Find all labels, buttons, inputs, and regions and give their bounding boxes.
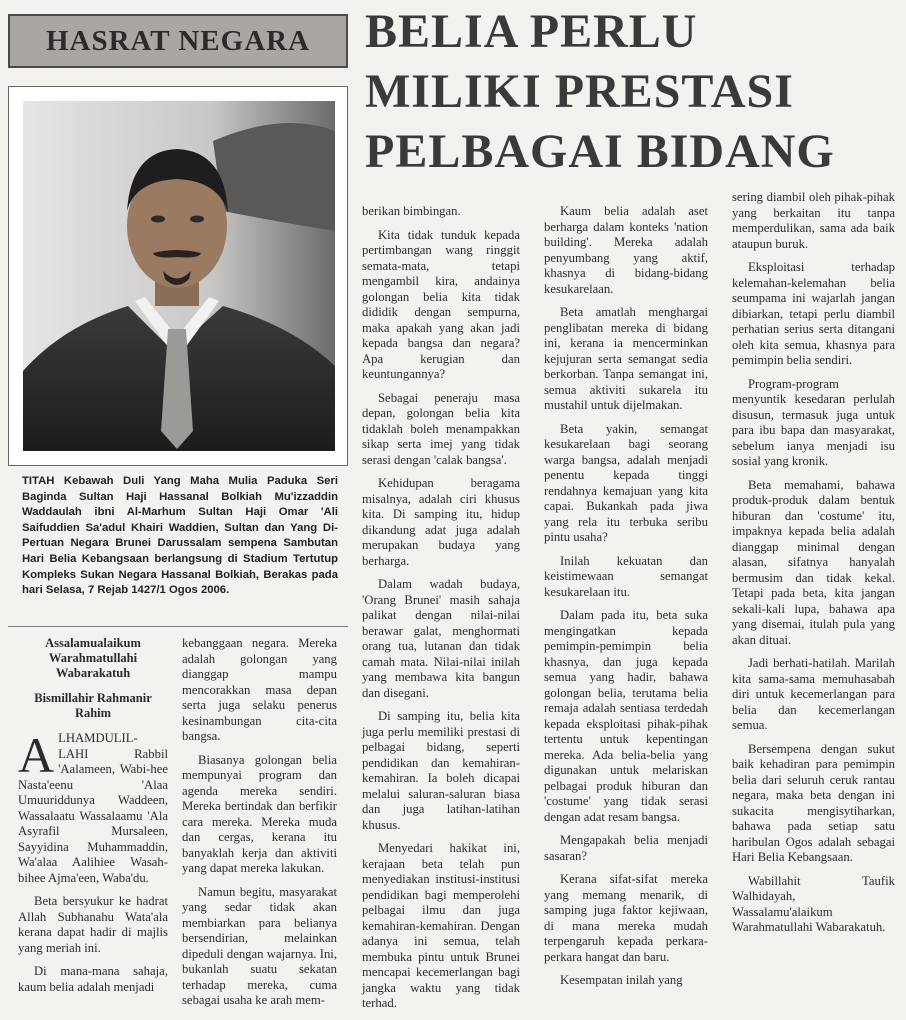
photo-caption: TITAH Kebawah Duli Yang Maha Mulia Paduka Seri Baginda Sultan Haji Hassanal Bolkiah Mu'izzaddin Waddaulah ibni Al-Marhum Sultan Haji Omar 'Ali Saifuddien Sa'adul Khairi Waddien, Sultan dan Yang Di-Pertuan Negara Brunei Darussalam sempena Sambutan Hari Belia Kebangsaan berlangsung di Stadium Tertutup Kompleks Sukan Negara Hassanal Bolkiah, Berakas pada hari Selasa, 7 Rejab 1427/1 Ogos 2006. xyxy=(22,475,338,597)
paragraph xyxy=(18,727,168,886)
paragraph: Wabillahit Taufik Walhidayah, Wassalamu'alaikum Warahmatullahi Wabarakatuh. xyxy=(732,873,895,934)
paragraph: Beta memahami, bahawa produk-produk dalam bentuk hiburan dan 'costume' itu, impaknya kepada belia adalah dianggap minimal dengan alasan, sifatnya hanyalah bermusim dan tidak kekal. Tetapi pada beta, kita jangan sekali-kali lupa, bahawa apa yang disemai, itulah pula yang akan dituai. xyxy=(732,477,895,647)
paragraph: Kita tidak tunduk kepada pertimbangan wang ringgit semata-mata, tetapi mengambil kira, andainya golongan belia kita tidak dididik dengan sempurna, maka apakah yang akan jadi kepada bangsa dan negara? Apa kerugian dan keuntungannya? xyxy=(362,227,520,381)
paragraph: Namun begitu, masyarakat yang sedar tidak akan membiarkan para belianya bersendirian, melainkan dipeduli dengan wajarnya. Ini, bukanlah suatu sekatan terhadap mereka, cuma sebagai usaha ke arah mem- xyxy=(182,884,337,1007)
paragraph: Di samping itu, belia kita juga perlu memiliki prestasi di pelbagai bidang, seperti pendidikan dan kemahiran-kemahiran. Ia boleh dicapai melalui saluran-saluran biasa dan juga latihan-latihan khusus. xyxy=(362,709,520,832)
section-kicker xyxy=(8,14,348,68)
headline xyxy=(365,2,900,182)
drop-cap: A xyxy=(18,727,55,783)
paragraph: Kaum belia adalah aset berharga dalam konteks 'nation building'. Mereka adalah penyumbang yang aktif, khasnya di bidang-bidang kesukarelaan. xyxy=(544,204,708,296)
headline-line-3: PELBAGAI BIDANG xyxy=(365,125,835,178)
caption-divider xyxy=(8,626,348,627)
paragraph: Kerana sifat-sifat mereka yang memang menarik, di samping juga faktor kejiwaan, di mana mereka mudah terpengaruh kepada perkara-perkara hangat dan baru. xyxy=(544,872,708,964)
article-column-2 xyxy=(182,636,337,1017)
article-column-4 xyxy=(544,204,708,997)
paragraph: Program-program menyuntik kesedaran perlulah disusun, termasuk juga untuk para ibu bapa dan masyarakat, sebelum ianya menjadi isu sosial yang kronik. xyxy=(732,376,895,468)
article-column-1 xyxy=(18,636,168,1003)
paragraph: Biasanya golongan belia mempunyai program dan agenda mereka sendiri. Mereka bertindak dan berfikir cara mereka. Mereka muda dan cergas, kerana itu banyaklah kerja dan aktiviti yang dapat mereka lakukan. xyxy=(182,752,337,875)
paragraph: Dalam pada itu, beta suka mengingatkan kepada pemimpin-pemimpin belia khasnya, dan juga kepada semua yang hadir, bahawa golongan belia, terutama belia remaja adalah sentiasa terdedah kepada eksploitasi pihak-pihak tertentu untuk kepentingan mereka. Ada belia-belia yang digunakan untuk melariskan pelbagai produk hiburan dan 'costume' yang tidak serasi dengan adat resam bangsa. xyxy=(544,608,708,824)
greeting-bismillah: Bismillahir Rahmanir Rahim xyxy=(34,691,152,720)
paragraph: Beta amatlah menghargai penglibatan mereka di bidang ini, kerana ia mencerminkan kejujuran serta semangat sedia berkorban. Tanpa semangat ini, semua aktiviti sukarela itu mustahil untuk dijelmakan. xyxy=(544,305,708,412)
paragraph: Beta bersyukur ke hadrat Allah Subhanahu Wata'ala kerana dapat hadir di majlis yang meriah ini. xyxy=(18,894,168,955)
paragraph: Kesempatan inilah yang xyxy=(560,973,683,987)
article-column-3 xyxy=(362,204,520,1020)
headline-line-2: MILIKI PRESTASI xyxy=(365,65,794,118)
paragraph: Jadi berhati-hatilah. Marilah kita sama-sama memuhasabah diri untuk kecemerlangan para belia dan kecemerlangan semua. xyxy=(732,656,895,732)
paragraph: Beta yakin, semangat kesukarelaan bagi seorang warga bangsa, adalah menjadi penentu kepada tinggi rendahnya kemajuan yang kita capai. Bukankah pada jiwa yang rela itu terbuka seribu pintu usaha? xyxy=(544,421,708,544)
paragraph: kebanggaan negara. Mereka adalah golongan yang dianggap mampu mencorakkan masa depan serta juga selaku penerus kesinambungan cita-cita bangsa. xyxy=(182,636,337,743)
paragraph: sering diambil oleh pihak-pihak yang berkaitan itu tanpa memperdulikan, sama ada baik ataupun buruk. xyxy=(732,190,895,251)
paragraph: Eksploitasi terhadap kelemahan-kelemahan belia seumpama ini wajarlah jangan dibiarkan, tetapi perlu diambil perhatian serius serta ditangani oleh kita semua, khasnya para pemimpin belia sendiri. xyxy=(732,260,895,367)
portrait-photo xyxy=(23,101,335,451)
paragraph: Bersempena dengan sukut baik kehadiran para pemimpin belia dari seluruh ceruk rantau negara, maka beta dengan ini sukacita mengisytiharkan, bahawa pada setiap satu haribulan Ogos adalah sebagai Hari Belia Kebangsaan. xyxy=(732,741,895,864)
paragraph: Menyedari hakikat ini, kerajaan beta telah pun menyediakan institusi-institusi pendidikan bagi memperolehi pelbagai ilmu dan juga kemahiran-kemahiran. Dengan adanya ini semua, telah membuka pintu untuk Brunei mencapai kecemerlangan bagi jangka waktu yang tidak terhad. xyxy=(362,841,520,1010)
article-column-5 xyxy=(732,190,895,944)
paragraph: Inilah kekuatan dan keistimewaan semangat kesukarelaan itu. xyxy=(544,553,708,599)
headline-line-1: BELIA PERLU xyxy=(365,5,698,58)
greeting-salam: Assalamualaikum Warahmatullahi Wabarakatuh xyxy=(45,636,141,680)
paragraph: berikan bimbingan. xyxy=(362,204,461,218)
paragraph: Mengapakah belia menjadi sasaran? xyxy=(544,833,708,863)
paragraph: Di mana-mana sahaja, kaum belia adalah menjadi xyxy=(18,964,168,994)
portrait-illustration xyxy=(23,101,335,451)
paragraph: Sebagai peneraju masa depan, golongan belia kita tidaklah boleh menampakkan sikap serta imej yang tidak serasi dengan 'calak bangsa'. xyxy=(362,390,520,467)
photo-frame xyxy=(8,86,348,466)
paragraph: Dalam wadah budaya, 'Orang Brunei' masih sahaja palikat dengan nilai-nilai berawar galat, menghormati orang tua, lutanan dan tidak camah mata. Nilai-nilai inilah yang membawa kita bangun dan disegani. xyxy=(362,577,520,700)
paragraph: Kehidupan beragama misalnya, adalah ciri khusus kita. Di samping itu, hidup dikandung adat juga adalah merupakan budaya yang berharga. xyxy=(362,476,520,568)
paragraph-text: LHAMDULIL-LAHI Rabbil 'Aalameen, Wabi-hee Nasta'eenu 'Alaa Umuuriddunya Waddeen, Wassalaatu Wassalaamu 'Ala Asyrafil Mursaleen, Sayyidina Muhammaddin, Wa'alaa Aalihiee Wasah-bihee Ajma'een, Waba'du. xyxy=(18,731,168,885)
kicker-text: HASRAT NEGARA xyxy=(45,24,311,57)
